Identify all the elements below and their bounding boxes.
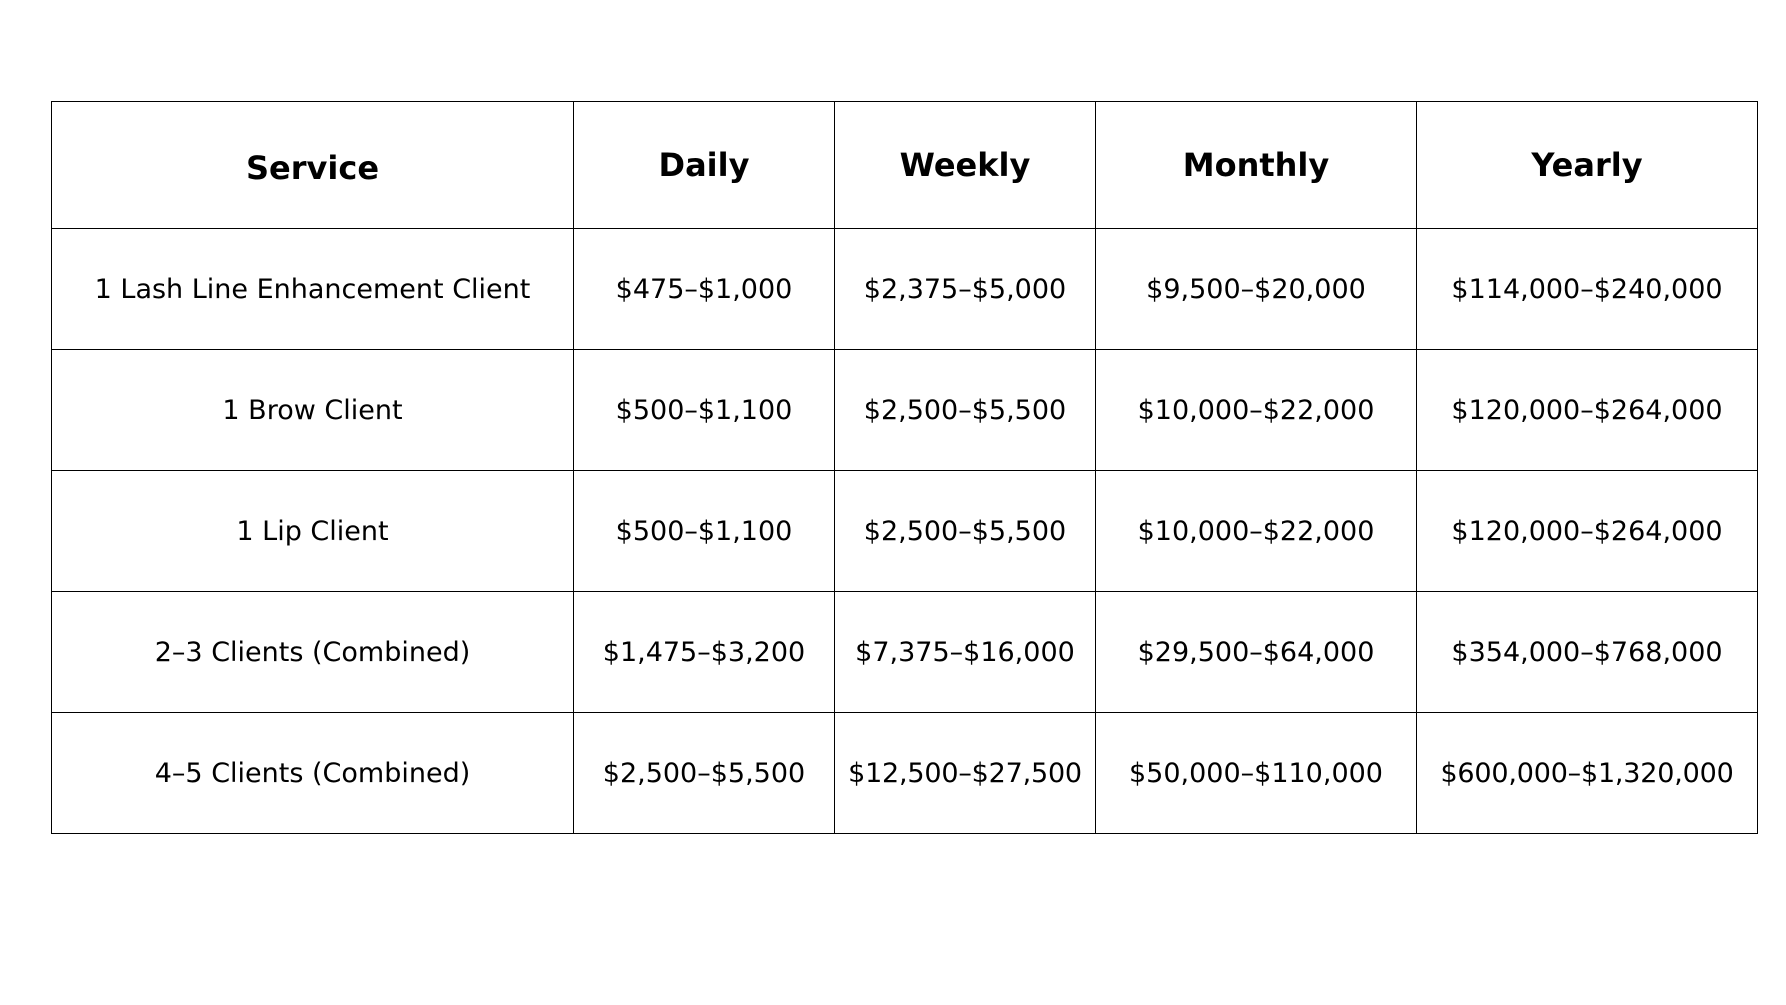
cell-monthly: $50,000–$110,000 <box>1096 713 1417 834</box>
revenue-table <box>51 101 1758 834</box>
cell-monthly: $9,500–$20,000 <box>1096 229 1417 350</box>
header-service: Service <box>52 102 574 229</box>
cell-monthly: $10,000–$22,000 <box>1096 471 1417 592</box>
cell-service: 1 Brow Client <box>52 350 574 471</box>
cell-service: 2–3 Clients (Combined) <box>52 592 574 713</box>
cell-weekly: $2,375–$5,000 <box>835 229 1096 350</box>
header-daily: Daily <box>574 102 835 229</box>
cell-weekly: $12,500–$27,500 <box>835 713 1096 834</box>
cell-daily: $2,500–$5,500 <box>574 713 835 834</box>
cell-yearly: $600,000–$1,320,000 <box>1417 713 1758 834</box>
table-row <box>52 471 1758 592</box>
cell-service: 1 Lash Line Enhancement Client <box>52 229 574 350</box>
cell-weekly: $2,500–$5,500 <box>835 471 1096 592</box>
table-header-row <box>52 102 1758 229</box>
table-row <box>52 592 1758 713</box>
cell-yearly: $120,000–$264,000 <box>1417 350 1758 471</box>
header-weekly: Weekly <box>835 102 1096 229</box>
table-row <box>52 713 1758 834</box>
cell-daily: $500–$1,100 <box>574 471 835 592</box>
cell-monthly: $29,500–$64,000 <box>1096 592 1417 713</box>
table-row <box>52 229 1758 350</box>
cell-service: 4–5 Clients (Combined) <box>52 713 574 834</box>
cell-yearly: $114,000–$240,000 <box>1417 229 1758 350</box>
table-row <box>52 350 1758 471</box>
cell-yearly: $354,000–$768,000 <box>1417 592 1758 713</box>
header-monthly: Monthly <box>1096 102 1417 229</box>
cell-weekly: $7,375–$16,000 <box>835 592 1096 713</box>
cell-monthly: $10,000–$22,000 <box>1096 350 1417 471</box>
cell-daily: $500–$1,100 <box>574 350 835 471</box>
cell-service: 1 Lip Client <box>52 471 574 592</box>
cell-daily: $1,475–$3,200 <box>574 592 835 713</box>
cell-weekly: $2,500–$5,500 <box>835 350 1096 471</box>
header-yearly: Yearly <box>1417 102 1758 229</box>
cell-yearly: $120,000–$264,000 <box>1417 471 1758 592</box>
cell-daily: $475–$1,000 <box>574 229 835 350</box>
